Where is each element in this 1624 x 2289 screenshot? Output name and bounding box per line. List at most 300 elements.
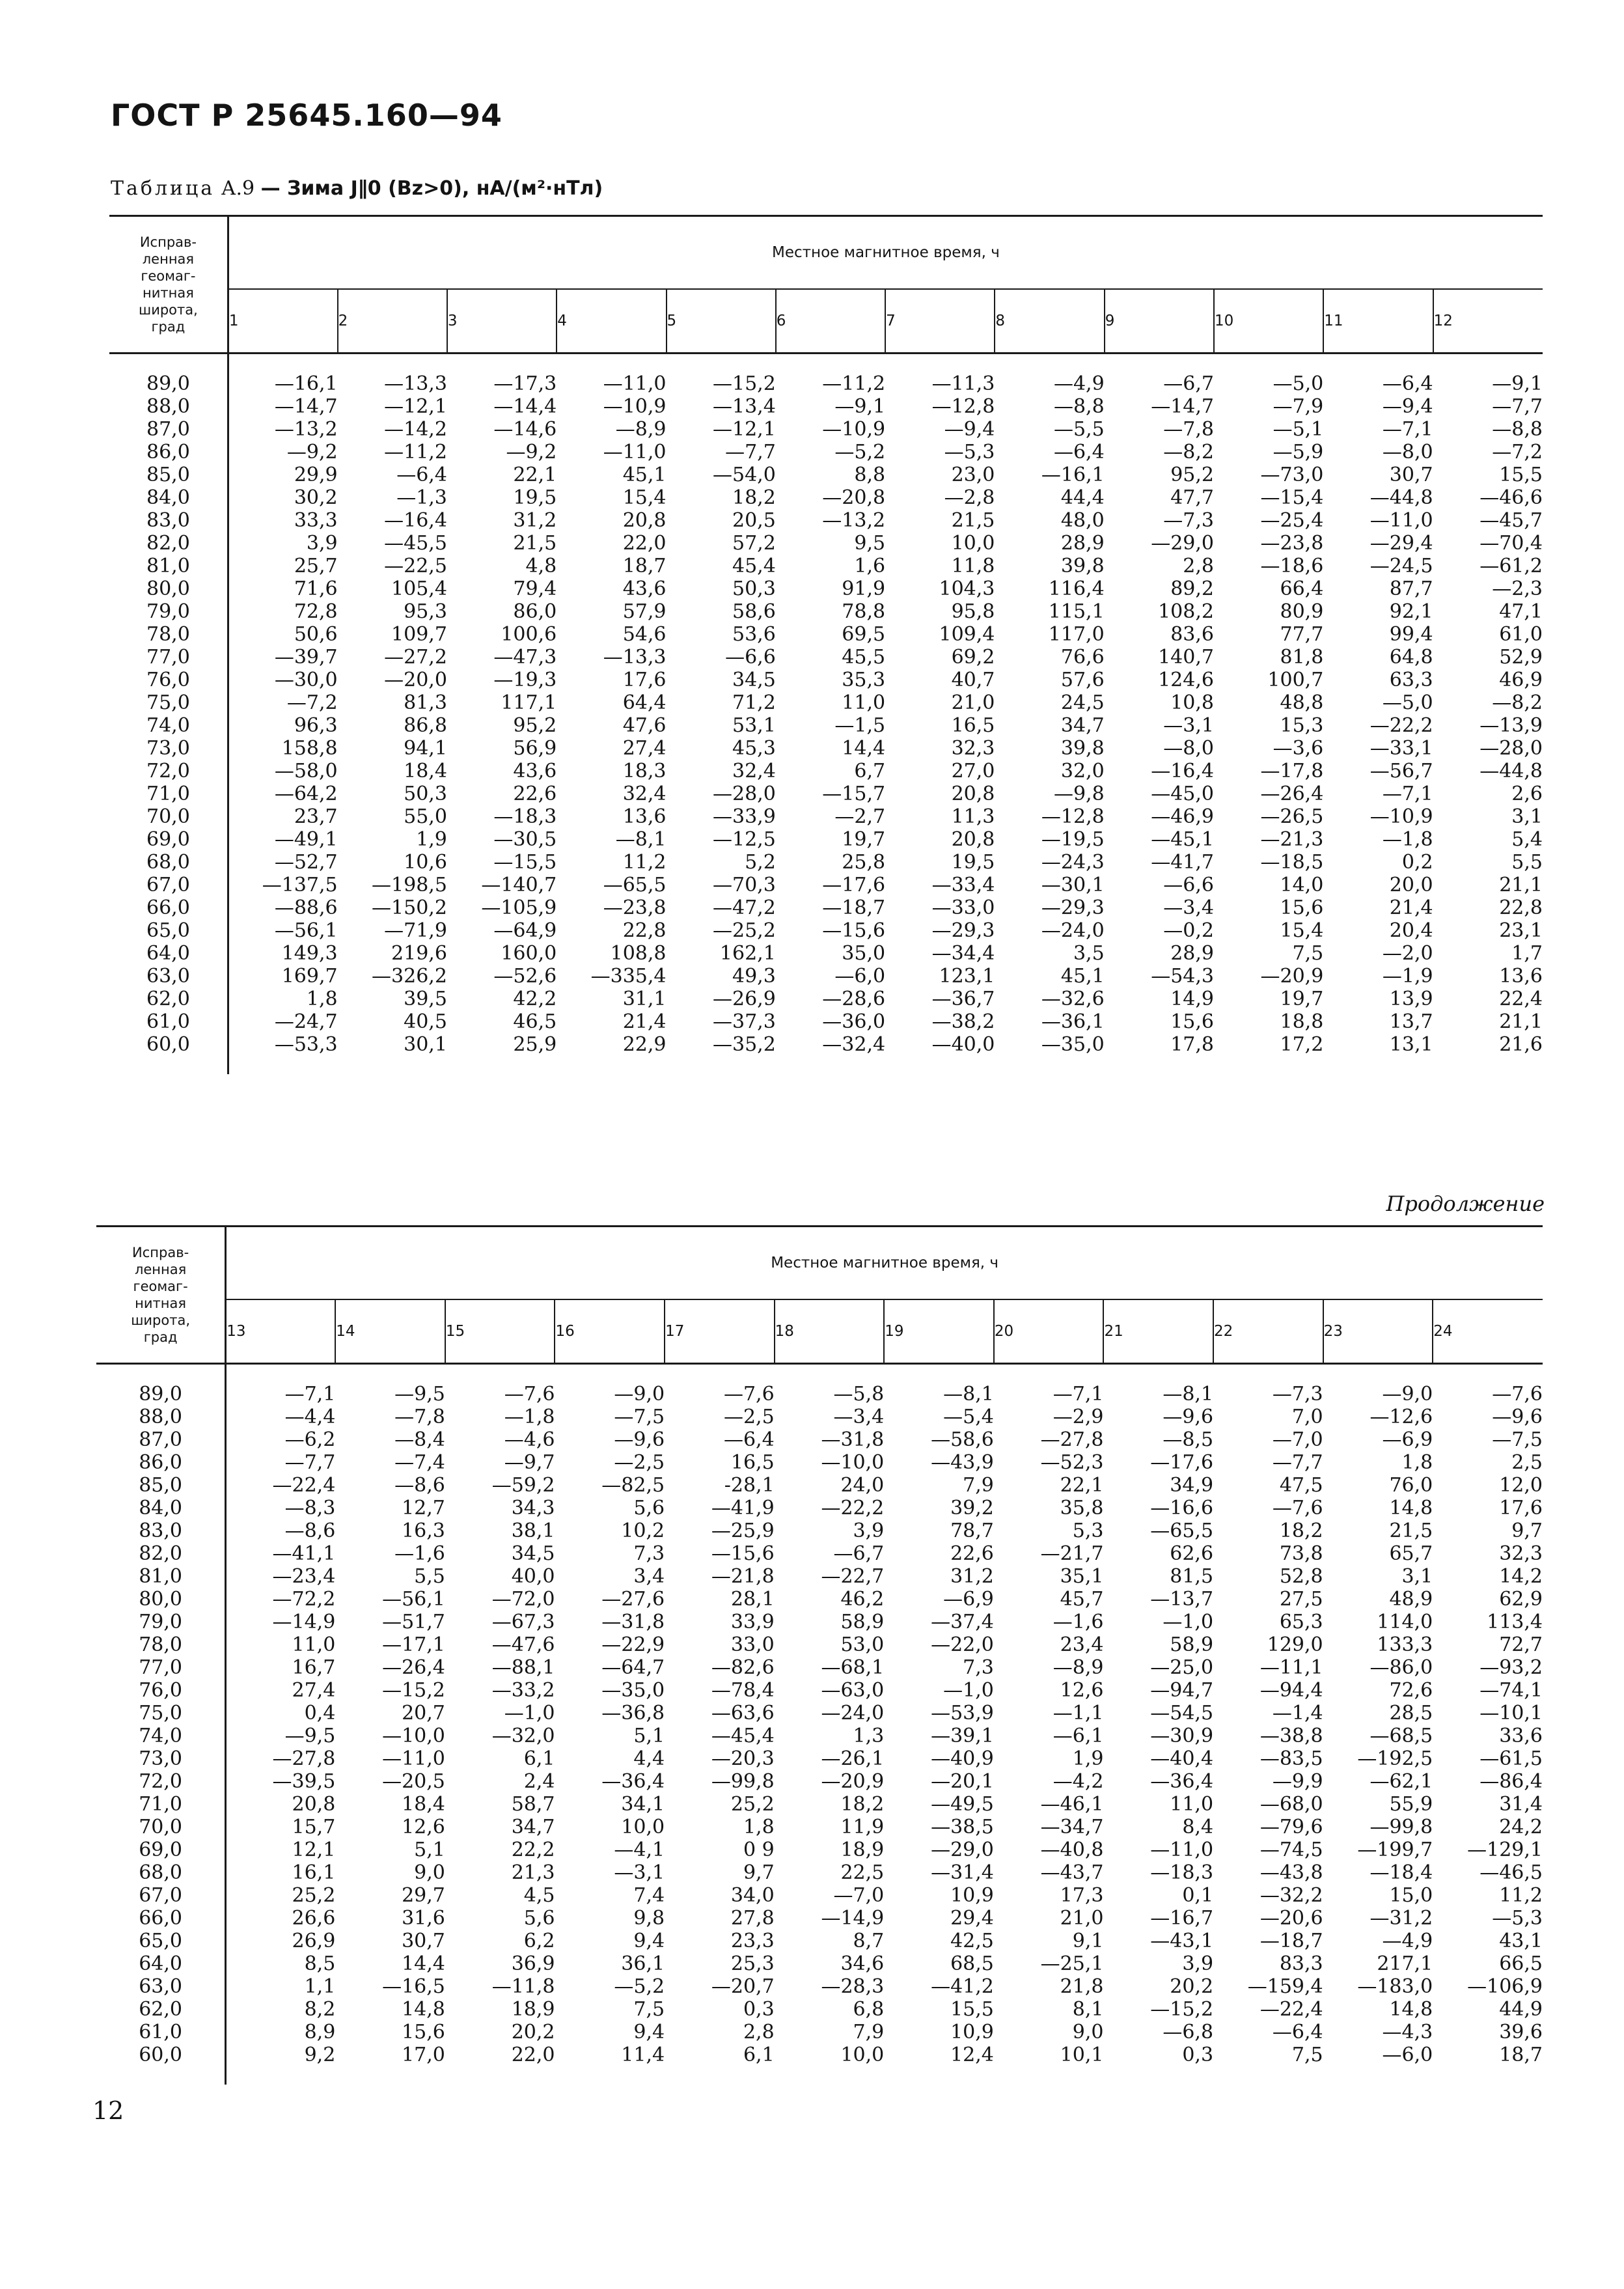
value-cell: —8,8 — [1492, 418, 1543, 441]
value-cell: 30,1 — [404, 1033, 447, 1056]
value-cell: 34,7 — [1060, 714, 1105, 737]
value-cell: 35,1 — [1060, 1565, 1104, 1588]
value-cell: —10,0 — [382, 1725, 445, 1747]
value-cell: —83,5 — [1259, 1747, 1323, 1770]
hour-header: 1 — [228, 289, 337, 354]
value-cell: 45,7 — [1060, 1588, 1104, 1611]
value-cell: —7,8 — [1163, 418, 1214, 441]
value-cell: 10,8 — [1170, 691, 1214, 714]
value-cell: —16,7 — [1150, 1907, 1214, 1930]
value-cell: —16,1 — [274, 372, 338, 395]
latitude-cell: 72,0 — [96, 1770, 226, 1793]
value-cell: —13,3 — [603, 646, 667, 669]
value-cell: 108,2 — [1158, 600, 1214, 623]
value-cell: —54,3 — [1151, 965, 1214, 988]
value-cell: —15,2 — [713, 372, 776, 395]
value-cell: —7,9 — [1273, 395, 1324, 418]
value-cell: —39,7 — [274, 646, 338, 669]
value-cell: 22,5 — [840, 1861, 885, 1884]
value-cell: —86,0 — [1369, 1656, 1433, 1679]
value-cell: —5,5 — [1053, 418, 1105, 441]
value-cell: —38,5 — [931, 1816, 994, 1838]
value-cell: —36,7 — [931, 988, 995, 1010]
table-row — [109, 942, 1543, 965]
latitude-cell: 65,0 — [109, 919, 228, 942]
value-cell: —51,7 — [382, 1611, 445, 1633]
value-cell: —56,7 — [1369, 760, 1433, 783]
value-cell: —32,4 — [822, 1033, 886, 1056]
value-cell: —26,4 — [1260, 783, 1324, 805]
latitude-cell: 84,0 — [96, 1497, 226, 1519]
value-cell: 20,8 — [622, 509, 667, 532]
value-cell: 20,5 — [732, 509, 776, 532]
latitude-cell: 77,0 — [109, 646, 228, 669]
latitude-cell: 79,0 — [96, 1611, 226, 1633]
value-cell: 11,2 — [1499, 1884, 1543, 1907]
value-cell: 9,0 — [1072, 2021, 1104, 2044]
hour-header: 16 — [555, 1299, 665, 1364]
value-cell: —23,8 — [603, 896, 667, 919]
value-cell: 34,3 — [511, 1497, 555, 1519]
value-cell: 36,9 — [511, 1952, 555, 1975]
value-cell: 45,3 — [732, 737, 776, 760]
value-cell: —25,9 — [711, 1519, 775, 1542]
value-cell: —29,0 — [1151, 532, 1214, 555]
value-cell: -28,1 — [724, 1474, 775, 1497]
value-cell: 1,1 — [304, 1975, 336, 1998]
value-cell: 8,4 — [1182, 1816, 1214, 1838]
value-cell: 14,4 — [402, 1952, 445, 1975]
value-cell: —61,5 — [1479, 1747, 1543, 1770]
value-cell: 81,8 — [1280, 646, 1324, 669]
value-cell: 7,5 — [1292, 942, 1324, 965]
value-cell: 94,1 — [404, 737, 447, 760]
value-cell: —52,7 — [274, 851, 338, 874]
value-cell: 11,9 — [840, 1816, 885, 1838]
value-cell: —22,2 — [1369, 714, 1433, 737]
latitude-cell: 89,0 — [96, 1383, 226, 1406]
value-cell: 53,1 — [732, 714, 776, 737]
value-cell: 33,6 — [1499, 1725, 1543, 1747]
value-cell: 11,0 — [1170, 1793, 1214, 1816]
value-cell: 24,2 — [1499, 1816, 1543, 1838]
value-cell: —11,8 — [491, 1975, 555, 1998]
table-row — [109, 783, 1543, 805]
value-cell: 81,3 — [404, 691, 447, 714]
data-table-hours-1-12 — [109, 215, 1543, 1074]
value-cell: —6,1 — [1053, 1725, 1104, 1747]
value-cell: —40,4 — [1150, 1747, 1214, 1770]
value-cell: 57,6 — [1060, 669, 1105, 691]
value-cell: 40,0 — [511, 1565, 555, 1588]
value-cell: 11,8 — [951, 555, 995, 577]
latitude-cell: 72,0 — [109, 760, 228, 783]
hour-header: 8 — [995, 289, 1104, 354]
value-cell: 18,4 — [402, 1793, 445, 1816]
value-cell: —22,7 — [821, 1565, 885, 1588]
value-cell: —70,3 — [713, 874, 776, 896]
value-cell: —64,7 — [601, 1656, 665, 1679]
value-cell: 1,9 — [1072, 1747, 1104, 1770]
value-cell: —10,1 — [1479, 1702, 1543, 1725]
latitude-cell: 81,0 — [96, 1565, 226, 1588]
value-cell: 17,6 — [622, 669, 667, 691]
value-cell: 64,4 — [622, 691, 667, 714]
value-cell: 15,3 — [1280, 714, 1324, 737]
value-cell: —105,9 — [481, 896, 557, 919]
value-cell: 9,2 — [304, 2044, 336, 2066]
value-cell: —36,0 — [822, 1010, 886, 1033]
table-row — [109, 805, 1543, 828]
value-cell: —7,6 — [1272, 1497, 1323, 1519]
value-cell: 5,6 — [633, 1497, 665, 1519]
table-row — [109, 714, 1543, 737]
value-cell: —36,4 — [601, 1770, 665, 1793]
value-cell: 114,0 — [1377, 1611, 1433, 1633]
value-cell: 7,5 — [633, 1998, 665, 2021]
value-cell: —35,0 — [601, 1679, 665, 1702]
value-cell: 6,7 — [854, 760, 886, 783]
value-cell: 158,8 — [281, 737, 338, 760]
value-cell: —26,1 — [821, 1747, 885, 1770]
value-cell: —14,9 — [272, 1611, 336, 1633]
value-cell: —17,6 — [822, 874, 886, 896]
value-cell: 42,5 — [950, 1930, 994, 1952]
value-cell: —11,2 — [384, 441, 447, 464]
value-cell: 20,7 — [402, 1702, 445, 1725]
latitude-cell: 68,0 — [109, 851, 228, 874]
value-cell: 4,5 — [523, 1884, 555, 1907]
value-cell: —15,6 — [711, 1542, 775, 1565]
value-cell: —63,6 — [711, 1702, 775, 1725]
table-row — [96, 2044, 1543, 2066]
value-cell: —56,1 — [382, 1588, 445, 1611]
value-cell: —27,8 — [1040, 1428, 1104, 1451]
value-cell: —6,9 — [943, 1588, 994, 1611]
value-cell: —28,0 — [713, 783, 776, 805]
value-cell: 21,8 — [1060, 1975, 1104, 1998]
value-cell: —106,9 — [1467, 1975, 1543, 1998]
latitude-cell: 74,0 — [109, 714, 228, 737]
value-cell: —1,0 — [1163, 1611, 1214, 1633]
latitude-cell: 73,0 — [109, 737, 228, 760]
table-row — [96, 1861, 1543, 1884]
table-row — [109, 555, 1543, 577]
value-cell: —7,5 — [1492, 1428, 1543, 1451]
value-cell: —5,1 — [1273, 418, 1324, 441]
hour-header: 17 — [665, 1299, 775, 1364]
value-cell: 12,7 — [402, 1497, 445, 1519]
value-cell: 43,6 — [622, 577, 667, 600]
value-cell: —25,1 — [1040, 1952, 1104, 1975]
value-cell: —1,0 — [504, 1702, 555, 1725]
caption-label: Таблица — [111, 177, 215, 200]
value-cell: 100,6 — [501, 623, 557, 646]
value-cell: 15,7 — [292, 1816, 336, 1838]
value-cell: —46,1 — [1040, 1793, 1104, 1816]
value-cell: —18,5 — [1260, 851, 1324, 874]
value-cell: 39,5 — [404, 988, 447, 1010]
table-row — [109, 623, 1543, 646]
value-cell: —8,1 — [1163, 1383, 1214, 1406]
value-cell: —1,1 — [1053, 1702, 1104, 1725]
value-cell: —9,4 — [1382, 395, 1433, 418]
value-cell: 3,4 — [633, 1565, 665, 1588]
value-cell: 95,2 — [1170, 464, 1214, 486]
value-cell: —24,3 — [1041, 851, 1105, 874]
value-cell: —44,8 — [1479, 760, 1543, 783]
value-cell: 50,3 — [404, 783, 447, 805]
value-cell: —10,0 — [821, 1451, 885, 1474]
value-cell: 66,5 — [1499, 1952, 1543, 1975]
value-cell: —39,1 — [931, 1725, 994, 1747]
value-cell: 62,9 — [1499, 1588, 1543, 1611]
hour-header: 14 — [335, 1299, 445, 1364]
value-cell: —99,8 — [711, 1770, 775, 1793]
value-cell: —99,8 — [1369, 1816, 1433, 1838]
value-cell: 33,3 — [294, 509, 338, 532]
value-cell: 10,9 — [950, 1884, 994, 1907]
value-cell: 35,0 — [842, 942, 886, 965]
value-cell: 20,4 — [1389, 919, 1433, 942]
table-row — [96, 2021, 1543, 2044]
value-cell: —86,4 — [1479, 1770, 1543, 1793]
value-cell: 10,2 — [621, 1519, 665, 1542]
time-group-header: Местное магнитное время, ч — [228, 216, 1543, 290]
latitude-cell: 71,0 — [109, 783, 228, 805]
latitude-cell: 80,0 — [96, 1588, 226, 1611]
table-row — [109, 464, 1543, 486]
time-group-header: Местное магнитное время, ч — [226, 1227, 1543, 1300]
value-cell: —54,0 — [713, 464, 776, 486]
value-cell: 31,6 — [402, 1907, 445, 1930]
value-cell: 96,3 — [294, 714, 338, 737]
value-cell: —6,6 — [1163, 874, 1214, 896]
data-table-hours-13-24 — [96, 1225, 1543, 2085]
value-cell: —22,9 — [601, 1633, 665, 1656]
value-cell: —8,6 — [394, 1474, 445, 1497]
value-cell: —14,6 — [493, 418, 557, 441]
value-cell: —7,7 — [284, 1451, 336, 1474]
hour-header: 18 — [775, 1299, 885, 1364]
value-cell: —2,5 — [614, 1451, 665, 1474]
value-cell: 8,9 — [304, 2021, 336, 2044]
value-cell: —6,0 — [834, 965, 886, 988]
value-cell: 11,0 — [292, 1633, 336, 1656]
value-cell: —20,1 — [931, 1770, 994, 1793]
value-cell: 56,9 — [513, 737, 557, 760]
latitude-cell: 89,0 — [109, 372, 228, 395]
value-cell: —8,5 — [1163, 1428, 1214, 1451]
latitude-cell: 60,0 — [109, 1033, 228, 1056]
value-cell: —11,2 — [822, 372, 886, 395]
value-cell: 8,2 — [304, 1998, 336, 2021]
value-cell: 15,4 — [622, 486, 667, 509]
value-cell: —43,9 — [931, 1451, 994, 1474]
value-cell: —56,1 — [274, 919, 338, 942]
table-row — [109, 646, 1543, 669]
table-row — [96, 1930, 1543, 1952]
value-cell: 22,8 — [1499, 896, 1543, 919]
value-cell: 7,3 — [633, 1542, 665, 1565]
value-cell: —9,6 — [614, 1428, 665, 1451]
value-cell: —26,5 — [1260, 805, 1324, 828]
value-cell: —9,6 — [1492, 1406, 1543, 1428]
value-cell: —24,5 — [1369, 555, 1433, 577]
value-cell: —8,1 — [943, 1383, 994, 1406]
value-cell: 5,1 — [633, 1725, 665, 1747]
value-cell: —12,5 — [713, 828, 776, 851]
value-cell: 87,7 — [1389, 577, 1433, 600]
value-cell: 7,3 — [963, 1656, 994, 1679]
value-cell: —53,9 — [931, 1702, 994, 1725]
value-cell: 9,8 — [633, 1907, 665, 1930]
value-cell: —19,3 — [493, 669, 557, 691]
value-cell: 34,6 — [840, 1952, 885, 1975]
value-cell: 34,9 — [1170, 1474, 1214, 1497]
value-cell: —8,2 — [1492, 691, 1543, 714]
table-row — [109, 919, 1543, 942]
hour-header: 2 — [338, 289, 447, 354]
value-cell: 9,7 — [743, 1861, 775, 1884]
value-cell: —8,8 — [1053, 395, 1105, 418]
value-cell: 10,6 — [404, 851, 447, 874]
value-cell: —6,8 — [1163, 2021, 1214, 2044]
value-cell: 22,2 — [511, 1838, 555, 1861]
value-cell: —17,1 — [382, 1633, 445, 1656]
value-cell: 117,0 — [1048, 623, 1105, 646]
value-cell: 15,6 — [1280, 896, 1324, 919]
value-cell: 0,3 — [1182, 2044, 1214, 2066]
value-cell: 5,6 — [523, 1907, 555, 1930]
value-cell: 2,6 — [1511, 783, 1543, 805]
latitude-cell: 87,0 — [96, 1428, 226, 1451]
value-cell: —1,4 — [1272, 1702, 1323, 1725]
value-cell: 16,5 — [951, 714, 995, 737]
value-cell: 32,3 — [951, 737, 995, 760]
value-cell: 35,8 — [1060, 1497, 1104, 1519]
latitude-cell: 69,0 — [109, 828, 228, 851]
value-cell: 17,0 — [402, 2044, 445, 2066]
value-cell: —74,1 — [1479, 1679, 1543, 1702]
value-cell: 0,3 — [743, 1998, 775, 2021]
value-cell: 6,8 — [853, 1998, 885, 2021]
table-row — [96, 1656, 1543, 1679]
value-cell: —28,0 — [1479, 737, 1543, 760]
value-cell: —11,0 — [1369, 509, 1433, 532]
value-cell: 3,9 — [1182, 1952, 1214, 1975]
value-cell: 23,0 — [951, 464, 995, 486]
value-cell: —140,7 — [481, 874, 557, 896]
value-cell: —41,7 — [1151, 851, 1214, 874]
value-cell: 14,8 — [1389, 1497, 1433, 1519]
latitude-cell: 70,0 — [109, 805, 228, 828]
value-cell: 14,8 — [1389, 1998, 1433, 2021]
latitude-cell: 76,0 — [96, 1679, 226, 1702]
value-cell: 36,1 — [621, 1952, 665, 1975]
value-cell: 11,2 — [622, 851, 667, 874]
value-cell: —6,4 — [1382, 372, 1433, 395]
value-cell: 5,2 — [745, 851, 776, 874]
value-cell: —9,9 — [1272, 1770, 1323, 1793]
value-cell: 23,1 — [1499, 919, 1543, 942]
value-cell: —43,7 — [1040, 1861, 1104, 1884]
table-caption — [111, 177, 603, 200]
value-cell: —5,0 — [1382, 691, 1433, 714]
value-cell: —21,3 — [1260, 828, 1324, 851]
value-cell: 26,9 — [292, 1930, 336, 1952]
table-row — [109, 896, 1543, 919]
value-cell: —7,7 — [1272, 1451, 1323, 1474]
value-cell: 80,9 — [1280, 600, 1324, 623]
value-cell: —74,5 — [1259, 1838, 1323, 1861]
latitude-cell: 62,0 — [109, 988, 228, 1010]
value-cell: —64,2 — [274, 783, 338, 805]
value-cell: 19,5 — [951, 851, 995, 874]
value-cell: —7,6 — [504, 1383, 555, 1406]
value-cell: 83,3 — [1279, 1952, 1323, 1975]
value-cell: —20,3 — [711, 1747, 775, 1770]
value-cell: —16,5 — [382, 1975, 445, 1998]
value-cell: 1,8 — [306, 988, 338, 1010]
latitude-cell: 67,0 — [96, 1884, 226, 1907]
value-cell: 6,2 — [523, 1930, 555, 1952]
value-cell: 10,0 — [951, 532, 995, 555]
value-cell: —22,4 — [1259, 1998, 1323, 2021]
value-cell: 63,3 — [1389, 669, 1433, 691]
value-cell: 18,9 — [511, 1998, 555, 2021]
value-cell: 21,4 — [1389, 896, 1433, 919]
value-cell: —14,4 — [493, 395, 557, 418]
value-cell: —1,0 — [943, 1679, 994, 1702]
hour-header: 3 — [447, 289, 557, 354]
value-cell: —1,3 — [396, 486, 447, 509]
value-cell: 15,4 — [1280, 919, 1324, 942]
value-cell: 1,8 — [1401, 1451, 1433, 1474]
value-cell: —46,6 — [1479, 486, 1543, 509]
value-cell: 105,4 — [391, 577, 447, 600]
value-cell: 124,6 — [1158, 669, 1214, 691]
value-cell: 32,3 — [1499, 1542, 1543, 1565]
table-row — [109, 1010, 1543, 1033]
value-cell: 66,4 — [1280, 577, 1324, 600]
value-cell: —6,2 — [284, 1428, 336, 1451]
value-cell: —9,2 — [286, 441, 338, 464]
value-cell: —8,6 — [284, 1519, 336, 1542]
value-cell: 13,6 — [622, 805, 667, 828]
value-cell: 39,8 — [1060, 555, 1105, 577]
value-cell: —34,7 — [1040, 1816, 1104, 1838]
value-cell: 77,7 — [1280, 623, 1324, 646]
value-cell: —12,1 — [384, 395, 447, 418]
latitude-cell: 87,0 — [109, 418, 228, 441]
value-cell: 100,7 — [1267, 669, 1324, 691]
value-cell: —7,8 — [394, 1406, 445, 1428]
value-cell: —27,8 — [272, 1747, 336, 1770]
value-cell: —199,7 — [1357, 1838, 1433, 1861]
table-row — [109, 600, 1543, 623]
value-cell: —25,4 — [1260, 509, 1324, 532]
table-row — [109, 760, 1543, 783]
value-cell: —14,2 — [384, 418, 447, 441]
value-cell: —10,9 — [822, 418, 886, 441]
value-cell: 3,9 — [306, 532, 338, 555]
value-cell: —15,5 — [493, 851, 557, 874]
value-cell: 32,0 — [1060, 760, 1105, 783]
value-cell: 57,9 — [622, 600, 667, 623]
table-row — [109, 509, 1543, 532]
value-cell: 32,4 — [732, 760, 776, 783]
